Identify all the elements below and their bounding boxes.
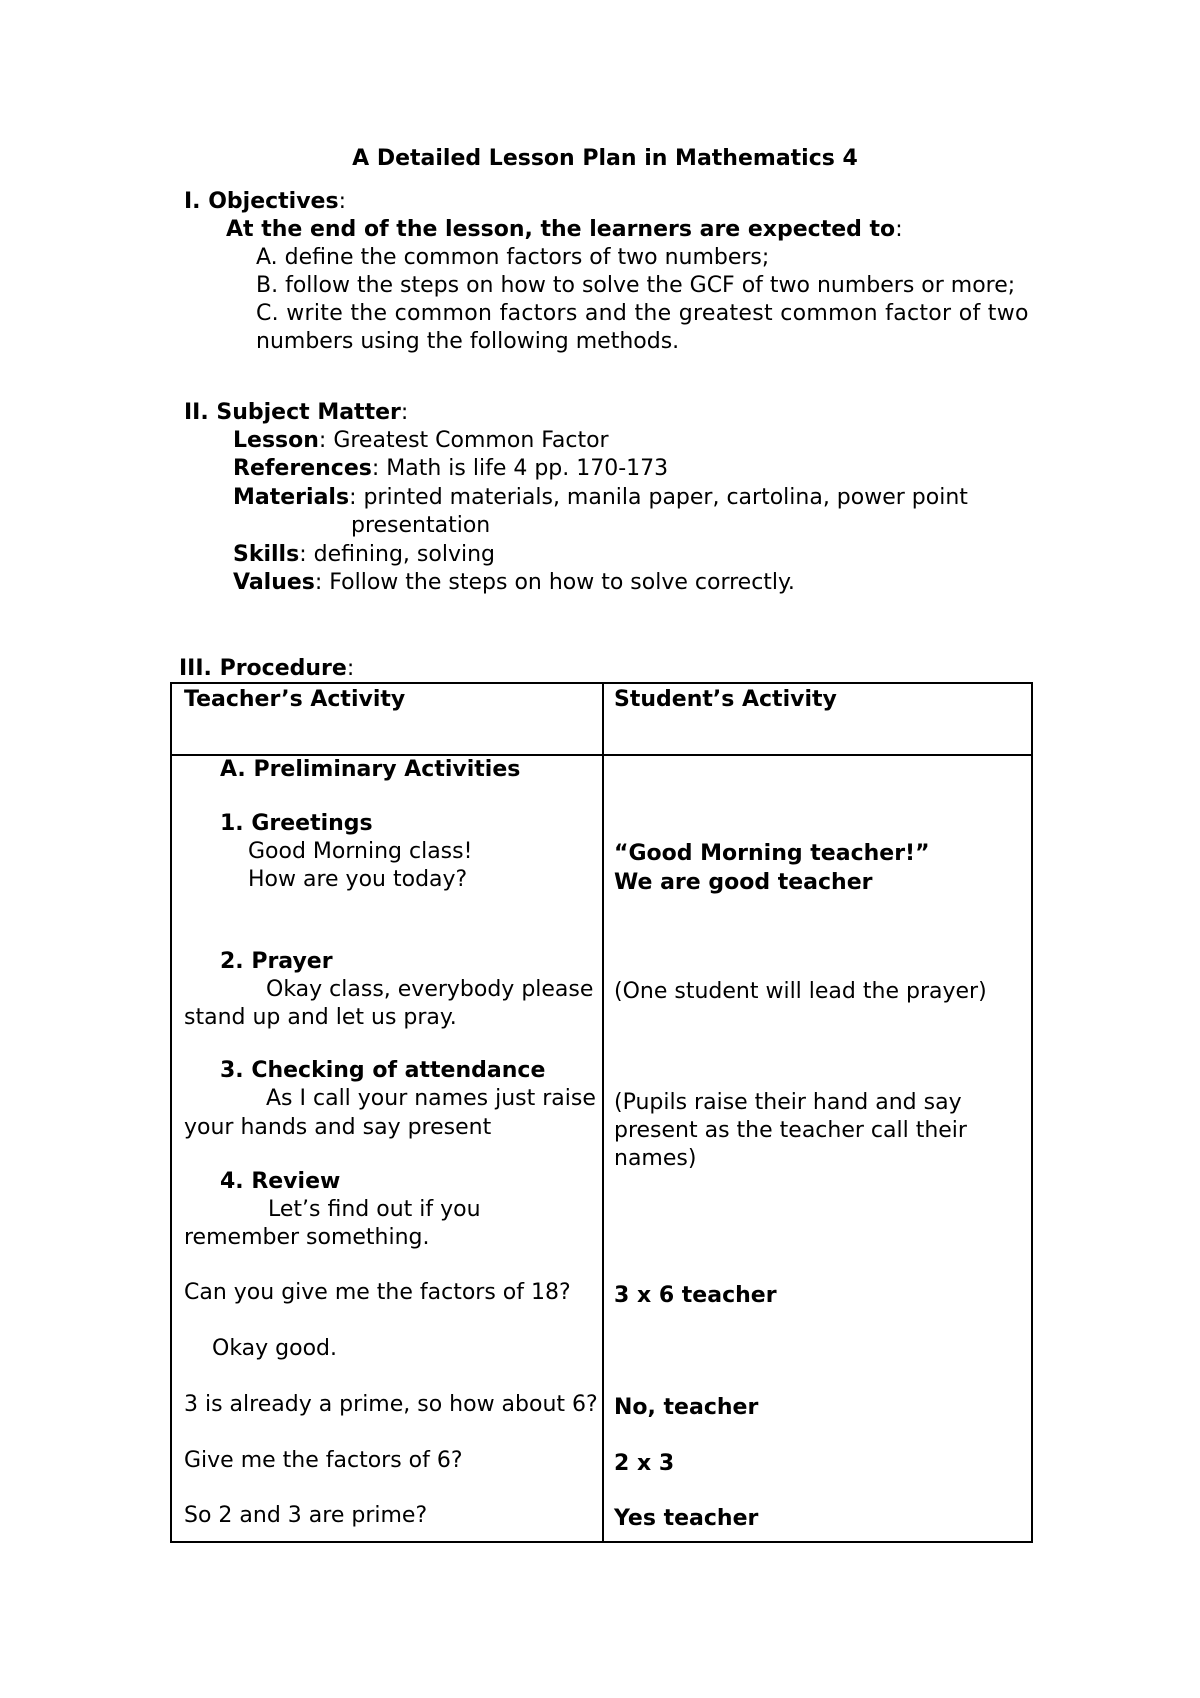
prayer-line-2: stand up and let us pray. bbox=[184, 1005, 457, 1030]
procedure-heading: III. Procedure bbox=[179, 656, 347, 681]
materials-row: Materials: printed materials, manila paper, cartolina, power point bbox=[233, 485, 968, 510]
references-value: Math is life 4 pp. 170-173 bbox=[386, 456, 669, 481]
prayer-student: (One student will lead the prayer) bbox=[614, 979, 987, 1004]
materials-value-cont: presentation bbox=[351, 513, 491, 538]
review-line-2: remember something. bbox=[184, 1225, 430, 1250]
skills-row: Skills: defining, solving bbox=[233, 542, 495, 567]
values-row: Values: Follow the steps on how to solve correctly. bbox=[233, 570, 795, 595]
attendance-heading: 3. Checking of attendance bbox=[220, 1058, 546, 1083]
objective-c-cont: numbers using the following methods. bbox=[256, 329, 680, 354]
objectives-heading-row: I. Objectives: bbox=[184, 189, 346, 214]
objective-a: A. define the common factors of two numbers; bbox=[256, 245, 770, 270]
greetings-line-1: Good Morning class! bbox=[248, 839, 473, 864]
procedure-heading-row: III. Procedure: bbox=[179, 656, 355, 681]
objectives-heading: I. Objectives bbox=[184, 189, 339, 214]
preliminary-activities: A. Preliminary Activities bbox=[220, 757, 521, 782]
objectives-intro-row: At the end of the lesson, the learners are expected to: bbox=[226, 217, 903, 242]
page-title: A Detailed Lesson Plan in Mathematics 4 bbox=[352, 146, 858, 171]
skills-value: defining, solving bbox=[313, 542, 495, 567]
question-3: Give me the factors of 6? bbox=[184, 1448, 463, 1473]
subject-matter-heading: II. Subject Matter bbox=[184, 400, 401, 425]
attendance-student-3: names) bbox=[614, 1146, 697, 1171]
greetings-student-1: “Good Morning teacher!” bbox=[614, 841, 930, 866]
answer-2: No, teacher bbox=[614, 1395, 759, 1420]
objective-b: B. follow the steps on how to solve the GCF of two numbers or more; bbox=[256, 273, 1016, 298]
attendance-student-1: (Pupils raise their hand and say bbox=[614, 1090, 962, 1115]
attendance-line-1: As I call your names just raise bbox=[266, 1086, 596, 1111]
answer-3: 2 x 3 bbox=[614, 1451, 675, 1476]
okay-good: Okay good. bbox=[212, 1336, 338, 1361]
review-line-1: Let’s find out if you bbox=[268, 1197, 481, 1222]
greetings-line-2: How are you today? bbox=[248, 867, 468, 892]
references-row: References: Math is life 4 pp. 170-173 bbox=[233, 456, 669, 481]
answer-4: Yes teacher bbox=[614, 1506, 759, 1531]
review-heading: 4. Review bbox=[220, 1169, 341, 1194]
lesson-value: Greatest Common Factor bbox=[333, 428, 609, 453]
teacher-activity-header: Teacher’s Activity bbox=[184, 687, 406, 712]
attendance-student-2: present as the teacher call their bbox=[614, 1118, 967, 1143]
objective-c: C. write the common factors and the greatest common factor of two bbox=[256, 301, 1029, 326]
question-1: Can you give me the factors of 18? bbox=[184, 1280, 571, 1305]
attendance-line-2: your hands and say present bbox=[184, 1115, 492, 1140]
greetings-student-2: We are good teacher bbox=[614, 870, 873, 895]
materials-value: printed materials, manila paper, cartolina, power point bbox=[363, 485, 968, 510]
values-value: Follow the steps on how to solve correctly. bbox=[329, 570, 795, 595]
subject-matter-heading-row: II. Subject Matter: bbox=[184, 400, 409, 425]
prayer-line-1: Okay class, everybody please bbox=[266, 977, 594, 1002]
question-2: 3 is already a prime, so how about 6? bbox=[184, 1392, 598, 1417]
lesson-row: Lesson: Greatest Common Factor bbox=[233, 428, 609, 453]
student-activity-header: Student’s Activity bbox=[614, 687, 837, 712]
prayer-heading: 2. Prayer bbox=[220, 949, 333, 974]
column-divider bbox=[602, 684, 604, 1541]
procedure-table bbox=[170, 682, 1033, 1543]
objectives-intro: At the end of the lesson, the learners are expected to bbox=[226, 217, 896, 242]
greetings-heading: 1. Greetings bbox=[220, 811, 373, 836]
question-4: So 2 and 3 are prime? bbox=[184, 1503, 428, 1528]
answer-1: 3 x 6 teacher bbox=[614, 1283, 777, 1308]
